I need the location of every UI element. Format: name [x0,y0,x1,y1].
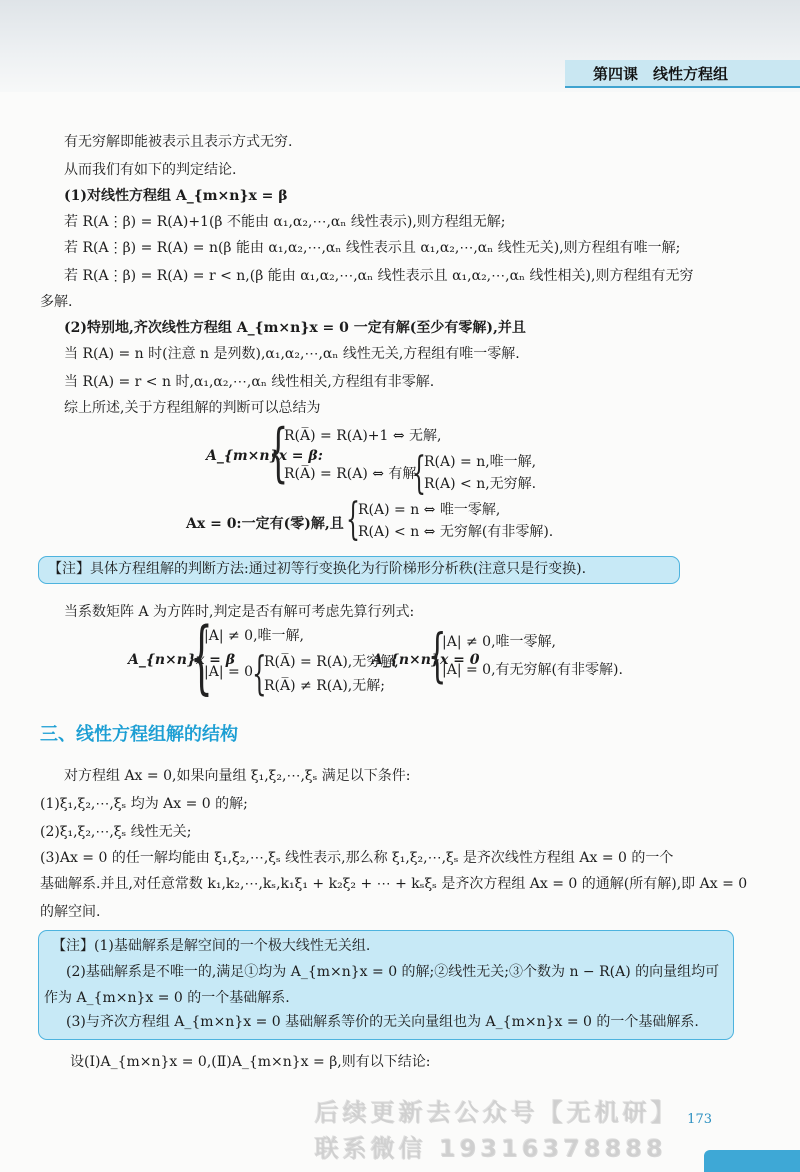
final-line: 设(Ⅰ)A_{m×n}x = 0,(Ⅱ)A_{m×n}x = β,则有以下结论: [70,1054,431,1070]
brace-2: { [412,448,426,499]
note-2-line-2: (2)基础解系是不唯一的,满足①均为 A_{m×n}x = 0 的解;②线性无关;③个数为 n − R(A) 的向量组均可 [66,964,720,980]
brace-1: { [268,416,289,490]
case1-title: (1)对线性方程组 A_{m×n}x = β [64,188,288,204]
case1-cond-3a: 若 R(A⋮β) = R(A) = r < n,(β 能由 α₁,α₂,⋯,αₙ 线性表示且 α₁,α₂,⋯,αₙ 线性相关),则方程组有无穷 [64,268,694,284]
square-d2-pre: |A| = 0 [204,664,254,680]
case2-cond-2: 当 R(A) = r < n 时,α₁,α₂,⋯,αₙ 线性相关,方程组有非零解. [64,374,435,390]
note-2-line-3: 作为 A_{m×n}x = 0 的一个基础解系. [44,990,290,1006]
section-3-line-5: 基础解系.并且,对任意常数 k₁,k₂,⋯,kₛ,k₁ξ₁ + k₂ξ₂ + ⋯ + kₛξₛ 是齐次方程组 Ax = 0 的通解(所有解),即 Ax = 0 [40,876,748,892]
case2-cond-1: 当 R(A) = n 时(注意 n 是列数),α₁,α₂,⋯,αₙ 线性无关,方程组有唯一零解. [64,346,520,362]
watermark-line-2: 联系微信 19316378888 [314,1134,667,1162]
case2-title: (2)特别地,齐次线性方程组 A_{m×n}x = 0 一定有解(至少有零解),并且 [64,320,526,336]
corner-accent [704,1150,800,1172]
watermark-line-1: 后续更新去公众号【无机研】 [314,1098,678,1126]
section-3-line-4: (3)Ax = 0 的任一解均能由 ξ₁,ξ₂,⋯,ξₛ 线性表示,那么称 ξ₁,ξ₂,⋯,ξₛ 是齐次线性方程组 Ax = 0 的一个 [40,850,674,866]
case1-cond-3b: 多解. [40,294,73,310]
summary-r2a: R(A) = n,唯一解, [424,454,537,470]
intro-line-1: 有无穷解即能被表示且表示方式无穷. [64,134,293,150]
summary-h1: R(A) = n ⇔ 唯一零解, [358,502,501,518]
summary-r2b: R(A) < n,无穷解. [424,476,537,492]
square-d2a: R(A̅) = R(A),无穷解, [264,654,399,670]
square-lhs-1: A_{n×n}x = β [128,652,236,668]
summary-r1: R(A̅) = R(A)+1 ⇔ 无解, [284,428,442,444]
summary-lhs-2: Ax = 0:一定有(零)解,且 [186,516,344,532]
note-2-line-1: 【注】(1)基础解系是解空间的一个极大线性无关组. [52,938,371,954]
summary-lhs-1: A_{m×n}x = β: [206,448,323,464]
page-number: 173 [687,1112,712,1127]
square-e1: |A| ≠ 0,唯一零解, [442,634,556,650]
section-3-title: 三、线性方程组解的结构 [40,724,238,745]
section-3-line-3: (2)ξ₁,ξ₂,⋯,ξₛ 线性无关; [40,824,192,840]
section-3-line-6: 的解空间. [40,904,101,920]
summary-h2: R(A) < n ⇔ 无穷解(有非零解). [358,524,554,540]
brace-3: { [346,494,360,545]
chapter-title: 第四课 线性方程组 [565,60,800,88]
case1-cond-2: 若 R(A⋮β) = R(A) = n(β 能由 α₁,α₂,⋯,αₙ 线性表示且 α₁,α₂,⋯,αₙ 线性无关),则方程组有唯一解; [64,240,681,256]
square-lhs-2: A_{n×n}x = 0 [372,652,480,668]
summary-lead: 综上所述,关于方程组解的判断可以总结为 [64,400,321,416]
section-3-line-1: 对方程组 Ax = 0,如果向量组 ξ₁,ξ₂,⋯,ξₛ 满足以下条件: [64,768,411,784]
intro-line-2: 从而我们有如下的判定结论. [64,162,237,178]
summary-r2: R(A̅) = R(A) ⇔ 有解 [284,466,417,482]
note-2-line-4: (3)与齐次方程组 A_{m×n}x = 0 基础解系等价的无关向量组也为 A_{m×n}x = 0 的一个基础解系. [66,1014,699,1030]
section-3-line-2: (1)ξ₁,ξ₂,⋯,ξₛ 均为 Ax = 0 的解; [40,796,248,812]
square-d1: |A| ≠ 0,唯一解, [204,628,304,644]
brace-5: { [252,646,267,700]
square-d2b: R(A̅) ≠ R(A),无解; [264,678,385,694]
case1-cond-1: 若 R(A⋮β) = R(A)+1(β 不能由 α₁,α₂,⋯,αₙ 线性表示),则方程组无解; [64,214,506,230]
square-e2: |A| = 0,有无穷解(有非零解). [442,662,623,678]
square-lead: 当系数矩阵 A 为方阵时,判定是否有解可考虑先算行列式: [64,604,415,620]
brace-4: { [190,610,213,703]
brace-6: { [428,621,447,689]
note-1-text: 【注】具体方程组解的判断方法:通过初等行变换化为行阶梯形分析秩(注意只是行变换). [48,561,587,577]
